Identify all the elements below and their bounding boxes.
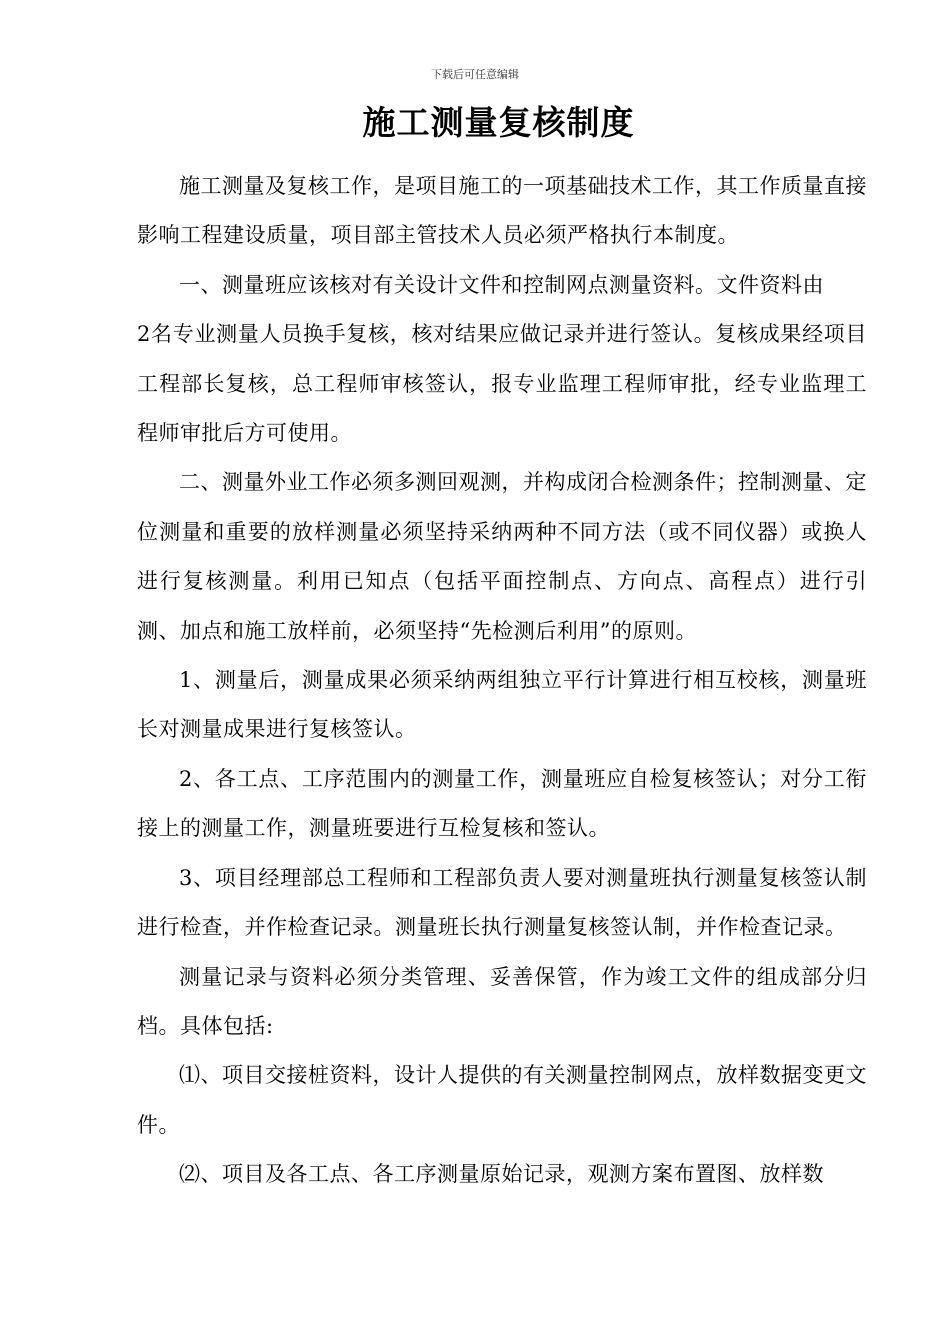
paragraph-record-item-2: ⑵、项目及各工点、各工序测量原始记录，观测方案布置图、放样数	[179, 1162, 824, 1187]
paragraph-item-3: 3、项目经理部总工程师和工程部负责人要对测量班执行测量复核签认制进行检查，并作检查记录。测量班长执行测量复核签认制，并作检查记录。	[137, 865, 867, 940]
paragraph-section-1: 一、测量班应该核对有关设计文件和控制网点测量资料。文件资料由	[179, 272, 824, 297]
paragraph-intro: 施工测量及复核工作，是项目施工的一项基础技术工作，其工作质量直接影响工程建设质量，项目部主管技术人员必须严格执行本制度。	[137, 174, 867, 248]
paragraph-section-1-continued: 2名专业测量人员换手复核，核对结果应做记录并进行签认。复核成果经项目工程部长复核，总工程师审核签认，报专业监理工程师审批，经专业监理工程师审批后方可使用。	[137, 322, 867, 446]
paragraph-section-2: 二、测量外业工作必须多测回观测，并构成闭合检测条件；控制测量、定位测量和重要的放样测量必须坚持采纳两种不同方法（或不同仪器）或换人进行复核测量。利用已知点（包括平面控制点、方向点、高程点）进行引测、加点和施工放样前，必须坚持“先检测后利用”的原则。	[137, 470, 867, 643]
paragraph-item-1: 1、测量后，测量成果必须采纳两组独立平行计算进行相互校核，测量班长对测量成果进行复核签认。	[137, 668, 867, 742]
paragraph-records: 测量记录与资料必须分类管理、妥善保管，作为竣工文件的组成部分归档。具体包括:	[137, 964, 867, 1038]
document-body	[137, 162, 867, 1200]
document-title: 施工测量复核制度	[362, 103, 635, 142]
paragraph-record-item-1: ⑴、项目交接桩资料，设计人提供的有关测量控制网点，放样数据变更文件。	[137, 1063, 867, 1137]
header-note: 下载后可任意编辑	[431, 68, 519, 81]
paragraph-item-2: 2、各工点、工序范围内的测量工作，测量班应自检复核签认；对分工衔接上的测量工作，测量班要进行互检复核和签认。	[137, 766, 867, 841]
